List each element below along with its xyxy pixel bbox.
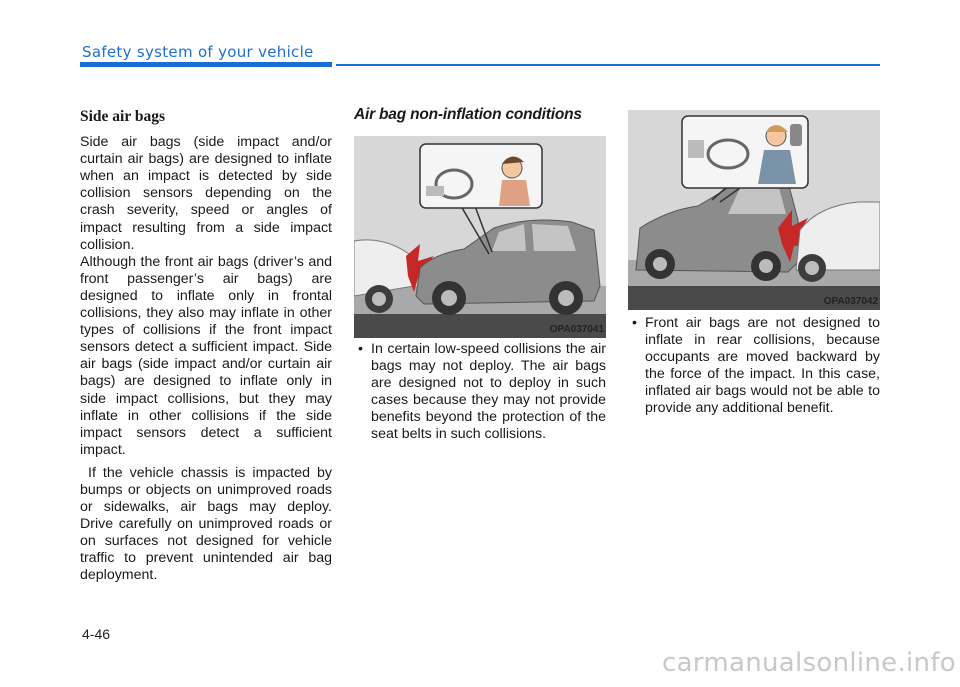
left-column [80, 108, 332, 585]
header-rule [336, 64, 880, 66]
header-accent-bar [80, 62, 332, 67]
paragraph: Side air bags (side impact and/or curtain air bags) are designed to inflate when an impact is detected by side collision sensors depending on the crash severity, speed or angles of impact resulting from a side impact collision. [80, 134, 332, 253]
paragraph: Although the front air bags (driver’s and front passenger’s air bags) are designed to inflate only in frontal collisions, they also may inflate in other types of collisions if the front impact sensors detect a sufficient impact. Side air bags (side impact and/or curtain air bags) are designed to inflate only in side impact collisions, but they may inflate in other collisions if the side impact sensors detect a sufficient impact. [80, 253, 332, 458]
bullet-dot-icon: • [632, 315, 637, 331]
bullet-text: Front air bags are not designed to inflate in rear collisions, because occupants are moved backward by the force of the impact. In this case, inflated air bags would not be able to provide any additional benefit. [645, 315, 880, 417]
rear-collision-illustration [628, 110, 880, 310]
bullet-dot-icon: • [358, 341, 363, 357]
non-inflation-heading: Air bag non-inflation conditions [354, 106, 582, 123]
bullet-text: In certain low-speed collisions the air bags may not deploy. The air bags are designed not to deploy in such cases because they may not provide benefits beyond the protection of the seat belts in such collisions. [371, 341, 606, 443]
figure-code: OPA037042 [823, 296, 878, 307]
paragraph: If the vehicle chassis is impacted by bumps or objects on unimproved roads or sidewalks, air bags may deploy. Drive carefully on unimproved roads or on surfaces not designed for vehicle traffic to prevent unintended air bag deployment. [80, 464, 332, 584]
bullet-rear-collision [628, 315, 880, 418]
rear-collision-drawing [628, 110, 880, 310]
front-collision-drawing [354, 136, 606, 338]
side-air-bags-heading: Side air bags [80, 108, 165, 125]
figure-code: OPA037041 [549, 324, 604, 335]
page-number: 4-46 [82, 626, 111, 642]
front-collision-illustration [354, 136, 606, 338]
bullet-low-speed [354, 341, 606, 444]
watermark: carmanualsonline.info [661, 648, 956, 678]
section-header-title: Safety system of your vehicle [82, 43, 314, 61]
